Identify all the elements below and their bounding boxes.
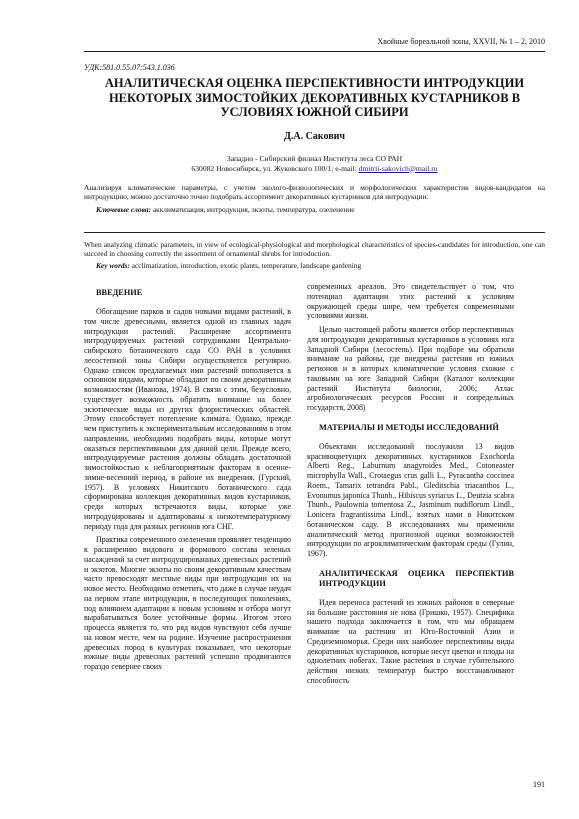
paragraph: Практика современного озеленения проявляет тенденцию к расширению видового и формового состава зеленых насаждений за счет интродуцированных древесных растений и экзотов. Многие экзоты по своим декоративным качествам часто превосходят местные виды при интродукции их на новое место. Необходимо отметить, что даже в случае неудач на первом этапе интродукции, в последующих поколениях, под влиянием адаптации к новым условиям и отбора могут вырабатываться более устойчивые формы. Итогом этого процесса является то, что ряд видов чувствуют себя лучше на новом месте, чем на родине. Изучение распространения древесных пород в культурах показывает, что некоторые южные виды древесных растений успешно продвигаются гораздо севернее своих — [84, 535, 291, 671]
keywords-ru-label: Ключевые слова: — [96, 204, 151, 214]
affiliation-institute: Западно - Сибирский филиал Института леса СО РАН — [226, 154, 403, 163]
email-link[interactable]: dmitrii-sakovich@mail.ru — [358, 163, 438, 173]
affiliation — [84, 154, 545, 173]
paragraph: современных ареалов. Это свидетельствует о том, что потенциал адаптации этих растений к условиям окружающей среды шире, чем требуется современными условиями жизни. — [307, 282, 514, 321]
abstract-en — [84, 240, 545, 270]
abstract-ru-text: Анализируя климатические параметры, с учетом эколого-физиологических и морфологических характеристик видов-кандидатов на интродукцию, можно достаточно точно подобрать ассортимент декоративных кустарников для интродукции. — [84, 183, 545, 202]
paragraph: Объектами исследований послужили 13 видов красивоцветущих декоративных кустарников Exochorda Alberti Reg., Laburnum anagyroides Med., Cotoneaster microphylla Wall., Crotaegus crus galli L., Pyracantha coccinea Roem., Tamarix tetrandra Pabl., Gleditschia triacanthos L., Evonumus japonica Thunb., Hibiscus syriacus L., Deutzia scabra Thunb., Paulownia tomentosa Z., Jasminum nudiflorum Lindl., Lonicera fragrantissima Lindl., взятых нами в Никитском ботаническом саду. В исследованиях мы применили аналитический метод прогнозной оценки возможностей интродукции по агроклиматическим факторам среды (Гулин, 1967). — [307, 441, 514, 558]
affiliation-address-text: 630082 Новосибирск, ул. Жуковского 100/1; e-mail: — [191, 163, 359, 173]
affiliation-address — [84, 164, 545, 174]
running-head: Хвойные бореальной зоны, XXVII, № 1 – 2, 2010 — [377, 37, 545, 46]
keywords-en-label: Key words: — [96, 260, 130, 270]
left-column — [84, 286, 291, 676]
paragraph: Обогащение парков и садов новыми видами растений, в том числе древесными, является одной из главных задач интродукции растений. Расширение ассортимента интродуцируемых растений сотрудниками Центрально-сибирского ботанического сада СО РАН в условиях лесостепной зоны Сибири осуществляется регулярно. Однако список предлагаемых ими растений пополняется в основном видами, которые обладают по своим декоративным возможностям (Иванова, 1974). В связи с этим, безусловно, существует возможность обратить внимание на более экзотические виды из других флористических областей. Этому способствует потепление климата. Однако, прежде чем приступить к экспериментальным исследованиям в этом направлении, необходимо подобрать виды, которые могут оказаться перспективными для данной цели. Прежде всего, интродуцируемые растения должны обладать достаточной зимостойкостью к неблагоприятным факторам в осенне-зимне-весенний период, в районе их внедрения. (Гурский, 1957). В условиях Никитского ботанического сада сформирована коллекция декоративных видов кустарников, среди которых встречаются виды, которые уже интродуцированы и адаптированы к низкотемпературному периоду года для разных регионов юга СНГ. — [84, 307, 291, 531]
paragraph: Идея переноса растений из южных районов в северные на большие расстояния не нова (Гришко, 1957). Специфика нашего подхода заключается в том, что мы обращаем внимание на растения из Юго-Восточной Азии и Средиземноморья. Среди них наиболее перспективны виды декоративных кустарников, которые несут цветки и плоды на однолетних побегах. Такие растения в случае губительного действия низких температур быстро восстанавливают способность — [307, 597, 514, 685]
keywords-en — [96, 261, 545, 270]
abstract-en-text: When analyzing climatic parameters, in view of ecological-physiological and morphological characteristics of species-candidates for introduction, one can succeed in choosing correctly the assortment of ornamental shrubs for introduction. — [84, 240, 545, 259]
section-heading-introduction: ВВЕДЕНИЕ — [96, 288, 143, 297]
abstract-ru — [84, 183, 545, 214]
keywords-ru — [96, 205, 545, 214]
udc-code: УДК:581.0.55.07:543.1.036 — [84, 63, 175, 72]
paragraph: Целью настоящей работы является отбор перспективных для интродукции декоративных кустарников в условиях юга Западной Сибири (лесостепь). При подборе мы обратили внимание на районы, где внедрены растения из южных регионов и в которых климатические условия схожие с таковыми на юге Западной Сибири (Каталог коллекции растений Института биологии, 2006; Атлас агробиологических ресурсов России и сопредельных государств, 2008) — [307, 325, 514, 412]
section-heading-analysis: АНАЛИТИЧЕСКАЯ ОЦЕНКА ПЕРСПЕКТИВ ИНТРОДУКЦИИ — [319, 568, 514, 588]
section-heading-methods: МАТЕРИАЛЫ И МЕТОДЫ ИССЛЕДОВАНИЙ — [319, 422, 499, 432]
page-number: 191 — [533, 780, 545, 789]
header-rule — [84, 51, 545, 52]
article-title: АНАЛИТИЧЕСКАЯ ОЦЕНКА ПЕРСПЕКТИВНОСТИ ИНТРОДУКЦИИ НЕКОТОРЫХ ЗИМОСТОЙКИХ ДЕКОРАТИВНЫХ КУСТАРНИКОВ В УСЛОВИЯХ ЮЖНОЙ СИБИРИ — [104, 76, 525, 119]
keywords-ru-text: акклиматизация, интродукция, экзоты, температура, озеленение — [151, 204, 355, 214]
right-column — [307, 282, 514, 690]
abstract-divider — [84, 232, 545, 233]
keywords-en-text: acclimatization, introduction, exotic plants, temperature, landscape gardening — [129, 260, 362, 270]
author-name: Д.А. Сакович — [283, 131, 345, 142]
